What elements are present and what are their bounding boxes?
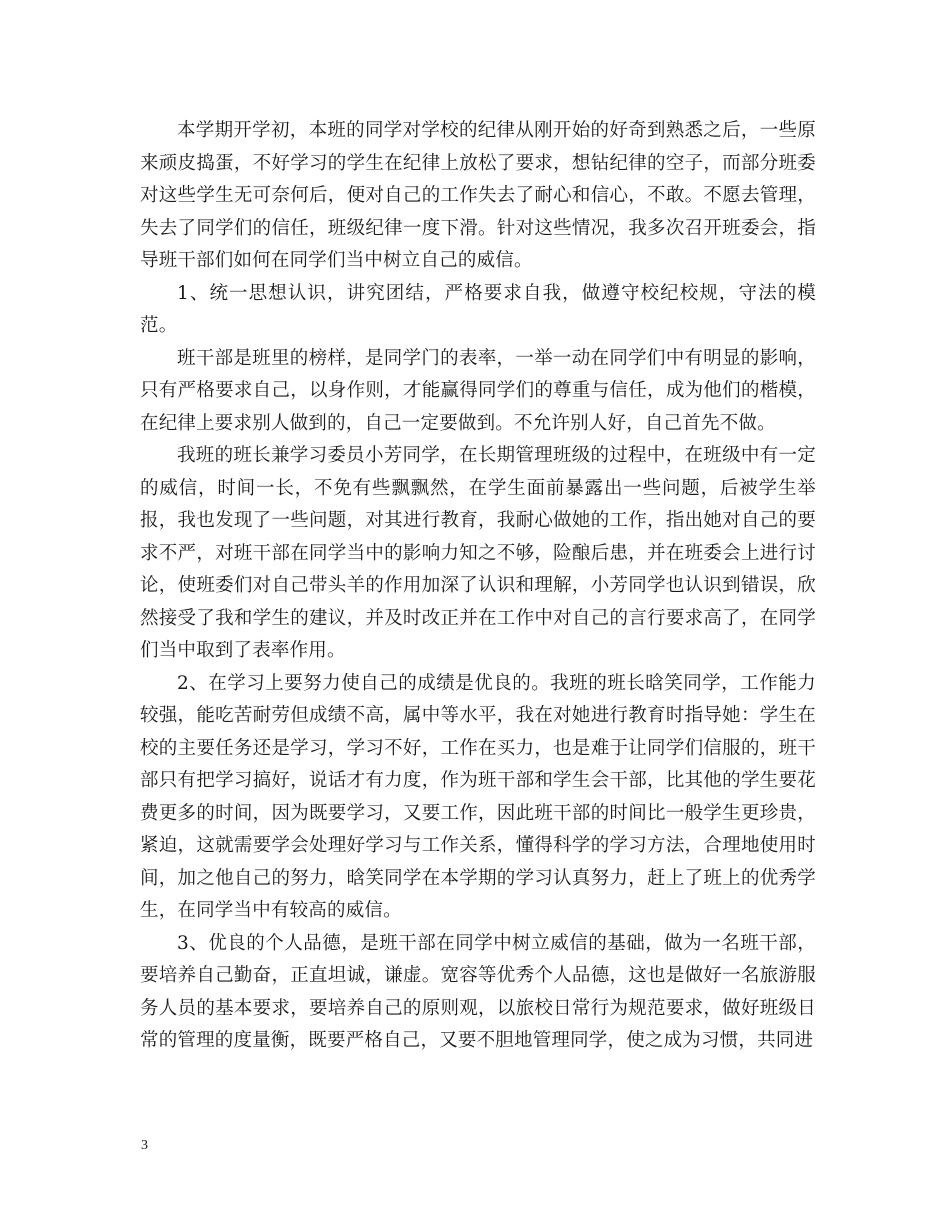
- page-number: 3: [141, 1138, 148, 1153]
- paragraph-point-2-study: 2、在学习上要努力使自己的成绩是优良的。我班的班长晗笑同学，工作能力较强，能吃苦耐劳但成绩不高，属中等水平，我在对她进行教育时指导她：学生在校的主要任务还是学习，学习不好，工作在买力，也是难于让同学们信服的，班干部只有把学习搞好，说话才有力度，作为班干部和学生会干部，比其他的学生要花费更多的时间，因为既要学习，又要工作，因此班干部的时间比一般学生更珍贵，紧迫，这就需要学会处理好学习与工作关系，懂得科学的学习方法，合理地使用时间，加之他自己的努力，晗笑同学在本学期的学习认真努力，赶上了班上的优秀学生，在同学当中有较高的威信。: [140, 672, 816, 921]
- paragraph-role-model: 班干部是班里的榜样，是同学门的表率，一举一动在同学们中有明显的影响，只有严格要求自己，以身作则，才能赢得同学们的尊重与信任，成为他们的楷模，在纪律上要求别人做到的，自己一定要做到。不允许别人好，自己首先不做。: [140, 347, 816, 434]
- paragraph-point-3-character: 3、优良的个人品德，是班干部在同学中树立威信的基础，做为一名班干部，要培养自己勤奋，正直坦诚，谦虚。宽容等优秀个人品德，这也是做好一名旅游服务人员的基本要求，要培养自己的原则观，以旅校日常行为规范要求，做好班级日常的管理的度量衡，既要严格自己，又要不胆地管理同学，使之成为习惯，共同进: [140, 932, 816, 1051]
- paragraph-example-xiaofang: 我班的班长兼学习委员小芳同学，在长期管理班级的过程中，在班级中有一定的威信，时间一长，不免有些飘飘然，在学生面前暴露出一些问题，后被学生举报，我也发现了一些问题，对其进行教育，我耐心做她的工作，指出她对自己的要求不严，对班干部在同学当中的影响力知之不够，险酿后患，并在班委会上进行讨论，使班委们对自己带头羊的作用加深了认识和理解，小芳同学也认识到错误，欣然接受了我和学生的建议，并及时改正并在工作中对自己的言行要求高了，在同学们当中取到了表率作用。: [140, 445, 816, 661]
- paragraph-point-1-heading: 1、统一思想认识，讲究团结，严格要求自我，做遵守校纪校规，守法的模范。: [140, 282, 816, 336]
- document-body: [140, 115, 816, 1058]
- paragraph-intro: 本学期开学初，本班的同学对学校的纪律从刚开始的好奇到熟悉之后，一些原来顽皮捣蛋，不好学习的学生在纪律上放松了要求，想钻纪律的空子，而部分班委对这些学生无可奈何后，便对自己的工作失去了耐心和信心，不敢。不愿去管理，失去了同学们的信任，班级纪律一度下滑。针对这些情况，我多次召开班委会，指导班干部们如何在同学们当中树立自己的威信。: [140, 120, 816, 271]
